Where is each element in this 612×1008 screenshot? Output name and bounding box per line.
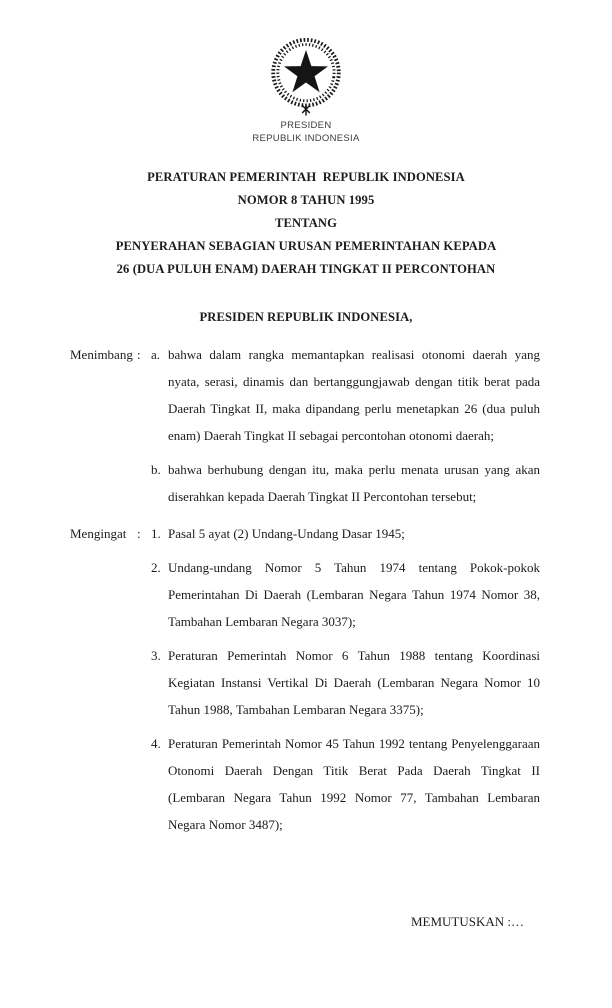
item-text: bahwa berhubung dengan itu, maka perlu menata urusan yang akan diserahkan kepada Daerah Tingkat II Percontohan tersebut; (168, 462, 540, 504)
section-label: Mengingat (70, 526, 127, 541)
mengingat-item-1 (70, 520, 540, 547)
item-text: Peraturan Pemerintah Nomor 45 Tahun 1992 tentang Penyelenggaraan Otonomi Daerah Dengan Titik Berat Pada Daerah Tingkat II (Lembaran Negara Tahun 1992 Nomor 77, Tambahan Lembaran Negara Nomor 3487); (168, 736, 540, 832)
salutation: PRESIDEN REPUBLIK INDONESIA, (199, 310, 413, 324)
title-line-5: 26 (DUA PULUH ENAM) DAERAH TINGKAT II PERCONTOHAN (116, 262, 496, 276)
section-label-spacer (70, 730, 137, 838)
menimbang-item-a (70, 341, 540, 449)
letterhead-republik-label: REPUBLIK INDONESIA (252, 132, 360, 144)
item-text: Peraturan Pemerintah Nomor 6 Tahun 1988 tentang Koordinasi Kegiatan Instansi Vertikal Di Daerah (Lembaran Negara Nomor 10 Tahun 1988, Tambahan Lembaran Negara 3375); (168, 648, 540, 717)
item-marker: b. (151, 462, 161, 477)
item-text: Undang-undang Nomor 5 Tahun 1974 tentang Pokok-pokok Pemerintahan Di Daerah (Lembaran Negara Tahun 1974 Nomor 38, Tambahan Lembaran Negara 3037); (168, 560, 540, 629)
section-colon-spacer (137, 642, 151, 723)
section-label-spacer (70, 456, 137, 510)
section-mengingat (70, 520, 540, 838)
presidential-star-wreath-icon (264, 34, 348, 118)
regulation-title (0, 166, 612, 281)
section-label-spacer (70, 554, 137, 635)
memutuskan-line: MEMUTUSKAN :… (410, 914, 524, 929)
item-marker: a. (151, 347, 161, 362)
item-marker: 2. (151, 560, 161, 575)
item-marker: 4. (151, 736, 161, 751)
title-line-1: PERATURAN PEMERINTAH REPUBLIK INDONESIA (147, 170, 465, 184)
letterhead (0, 0, 612, 145)
section-colon: : (137, 347, 141, 362)
title-line-2: NOMOR 8 TAHUN 1995 (237, 193, 375, 207)
section-colon-spacer (137, 456, 151, 510)
title-line-3: TENTANG (274, 216, 338, 230)
item-marker: 1. (151, 526, 161, 541)
section-colon: : (137, 526, 141, 541)
star-icon (284, 50, 328, 92)
section-label: Menimbang (70, 347, 133, 362)
section-label-spacer (70, 642, 137, 723)
section-menimbang (70, 341, 540, 510)
mengingat-item-4 (70, 730, 540, 838)
document-body (0, 341, 612, 935)
section-colon-spacer (137, 554, 151, 635)
item-marker: 3. (151, 648, 161, 663)
title-line-4: PENYERAHAN SEBAGIAN URUSAN PEMERINTAHAN KEPADA (115, 239, 497, 253)
item-text: bahwa dalam rangka memantapkan realisasi otonomi daerah yang nyata, serasi, dinamis dan bertanggungjawab dengan titik berat pada Daerah Tingkat II, maka dipandang perlu menetapkan 26 (dua puluh enam) Daerah Tingkat II sebagai percontohan otonomi daerah; (168, 347, 540, 443)
mengingat-item-3 (70, 642, 540, 723)
letterhead-caption (0, 120, 612, 145)
letterhead-presiden-label: PRESIDEN (280, 120, 332, 131)
menimbang-item-b (70, 456, 540, 510)
item-text: Pasal 5 ayat (2) Undang-Undang Dasar 1945; (168, 526, 405, 541)
mengingat-item-2 (70, 554, 540, 635)
section-colon-spacer (137, 730, 151, 838)
